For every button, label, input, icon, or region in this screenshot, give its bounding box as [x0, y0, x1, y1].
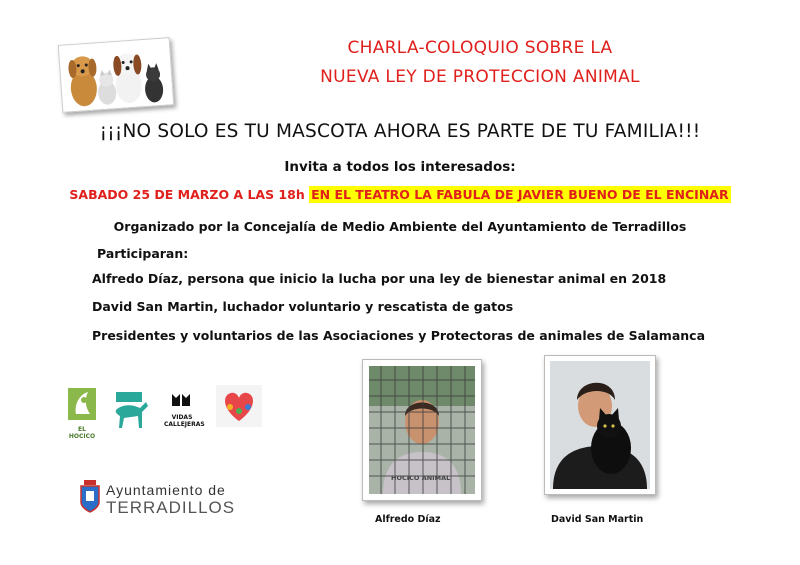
event-place: EN EL TEATRO LA FABULA DE JAVIER BUENO DE EL ENCINAR: [311, 187, 729, 202]
participants-heading: Participaran:: [97, 246, 189, 261]
event-date: SABADO 25 DE MARZO A LAS 18h: [69, 187, 305, 202]
event-title-line1: CHARLA-COLOQUIO SOBRE LA: [347, 38, 613, 58]
photo-alfredo-diaz: [362, 359, 482, 501]
participant-item: Presidentes y voluntarios de las Asociaciones y Protectoras de animales de Salamanca: [92, 328, 706, 343]
hocico-logo-icon: [64, 386, 100, 422]
logo-greyhound-association: [110, 390, 150, 432]
event-details: [0, 187, 800, 202]
hocico-logo-text: EL HOCICO: [68, 426, 96, 440]
pets-photo: [58, 37, 174, 113]
participant-item: David San Martin, luchador voluntario y rescatista de gatos: [92, 299, 514, 314]
invitation-text: Invita a todos los interesados:: [284, 159, 516, 175]
pets-illustration: [59, 38, 173, 112]
ayuntamiento-logo: [76, 478, 236, 518]
vidas-callejeras-line2: CALLEJERAS: [164, 421, 205, 428]
photo-david-san-martin: [544, 355, 656, 495]
event-title-line2: NUEVA LEY DE PROTECCION ANIMAL: [320, 67, 640, 87]
vidas-callejeras-line1: VIDAS: [171, 414, 193, 421]
logo-vidas-callejeras: [164, 388, 205, 432]
slogan: ¡¡¡NO SOLO ES TU MASCOTA AHORA ES PARTE DE TU FAMILIA!!!: [99, 121, 701, 142]
logo-heart-association: [216, 385, 262, 427]
ayuntamiento-line1: Ayuntamiento de: [106, 482, 226, 498]
participant-item: Alfredo Díaz, persona que inicio la lucha por una ley de bienestar animal en 2018: [92, 271, 667, 286]
logo-el-hocico: [64, 386, 100, 440]
shirt-text: HOCICO ANIMAL: [391, 474, 451, 482]
coat-of-arms-icon: [79, 480, 101, 514]
organizer-text: Organizado por la Concejalía de Medio Ambiente del Ayuntamiento de Terradillos: [113, 219, 687, 234]
ayuntamiento-line2: TERRADILLOS: [106, 498, 236, 517]
photo-caption-david: David San Martin: [551, 514, 644, 525]
portrait-with-cat: [545, 356, 655, 494]
cat-silhouette-icon: [164, 388, 200, 410]
greyhound-logo-icon: [110, 390, 150, 432]
heart-people-logo-icon: [216, 385, 262, 427]
photo-caption-alfredo: Alfredo Díaz: [375, 514, 441, 525]
